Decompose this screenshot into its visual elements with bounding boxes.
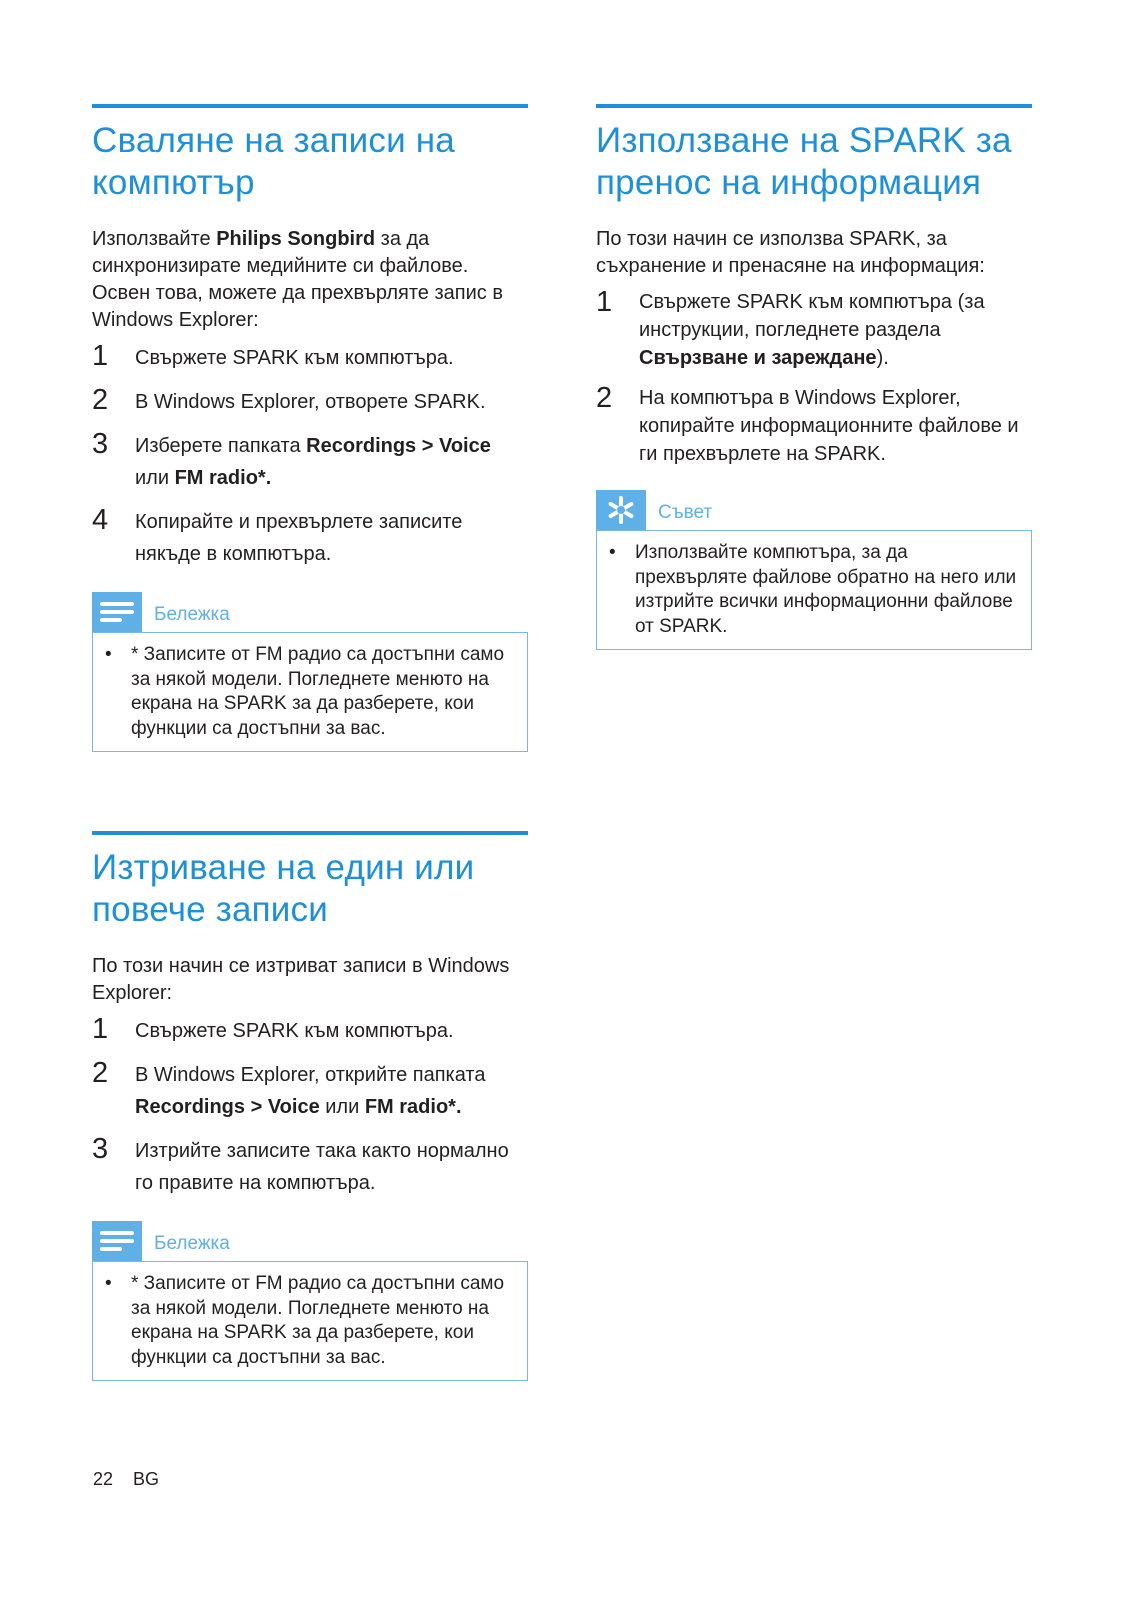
note-item: [105, 1272, 517, 1370]
step-number: 3: [92, 1133, 109, 1165]
step-text: Изтрийте записите така както нормално го правите на компютъра.: [135, 1140, 509, 1194]
section-delete-recordings: [92, 831, 528, 1381]
step-item: [596, 286, 1032, 372]
step-number: 2: [92, 384, 109, 416]
step-number: 2: [92, 1057, 109, 1089]
note-header: [92, 592, 528, 632]
step-number: 4: [92, 504, 109, 536]
step-item: [92, 1013, 528, 1047]
tip-title: Съвет: [658, 502, 713, 523]
step-text: Копирайте и прехвърлете записите някъде в компютъра.: [135, 511, 463, 565]
note-text: * Записите от FM радио са достъпни само за някой модели. Погледнете менюто на екрана на SPARK за да разберете, кои функции са достъпни за вас.: [131, 644, 505, 739]
step-item: [596, 382, 1032, 468]
note-box: [92, 1261, 528, 1381]
page-number: 22: [93, 1469, 114, 1489]
step-text: Свържете SPARK към компютъра.: [135, 347, 454, 369]
steps-list: [92, 340, 528, 570]
section-rule: [92, 104, 528, 108]
step-item: [92, 504, 528, 570]
step-item: [92, 384, 528, 418]
note-title: Бележка: [154, 604, 230, 625]
note-lines-icon: [92, 1221, 142, 1261]
section-intro: По този начин се изтриват записи в Windows Explorer:: [92, 955, 510, 1004]
note-item: [105, 643, 517, 741]
section-intro: Използвайте Philips Songbird за да синхронизирате медийните си файлове. Освен това, можете да прехвърляте запис в Windows Explorer:: [92, 228, 503, 331]
step-item: [92, 340, 528, 374]
step-item: [92, 1057, 528, 1123]
step-text: На компютъра в Windows Explorer, копирайте информационните файлове и ги прехвърлете на SPARK.: [639, 387, 1019, 465]
bullet: •: [609, 542, 616, 563]
page-footer: [93, 1469, 179, 1490]
step-text: Свържете SPARK към компютъра.: [135, 1020, 454, 1042]
note-title: Бележка: [154, 1233, 230, 1254]
step-item: [92, 428, 528, 494]
steps-list: [596, 286, 1032, 468]
section-intro: По този начин се използва SPARK, за съхранение и пренасяне на информация:: [596, 228, 985, 277]
section-download-recordings: [92, 104, 528, 752]
step-text: В Windows Explorer, открийте папката Recordings > Voice или FM radio*.: [135, 1064, 486, 1118]
step-item: [92, 1133, 528, 1199]
section-title: Сваляне на записи на компютър: [92, 121, 455, 202]
step-number: 1: [92, 1013, 109, 1045]
section-rule: [92, 831, 528, 835]
step-text: В Windows Explorer, отворете SPARK.: [135, 391, 486, 413]
section-rule: [596, 104, 1032, 108]
section-title: Използване на SPARK за пренос на информация: [596, 121, 1012, 202]
section-title: Изтриване на един или повече записи: [92, 848, 475, 929]
step-number: 1: [596, 286, 613, 318]
tip-header: [596, 490, 1032, 530]
bullet: •: [105, 644, 112, 665]
step-number: 3: [92, 428, 109, 460]
step-text: Изберете папката Recordings > Voice или FM radio*.: [135, 435, 491, 489]
step-text: Свържете SPARK към компютъра (за инструкции, погледнете раздела Свързване и зареждане).: [639, 291, 985, 369]
asterisk-icon: [596, 490, 646, 530]
language-code: BG: [133, 1469, 160, 1489]
tip-item: [609, 541, 1021, 639]
bullet: •: [105, 1273, 112, 1294]
step-number: 1: [92, 340, 109, 372]
steps-list: [92, 1013, 528, 1199]
section-data-transfer: [596, 104, 1032, 650]
tip-text: Използвайте компютъра, за да прехвърляте файлове обратно на него или изтрийте всички информационни файлове от SPARK.: [635, 542, 1017, 637]
tip-box: [596, 530, 1032, 650]
note-text: * Записите от FM радио са достъпни само за някой модели. Погледнете менюто на екрана на SPARK за да разберете, кои функции са достъпни за вас.: [131, 1273, 505, 1368]
note-header: [92, 1221, 528, 1261]
step-number: 2: [596, 382, 613, 414]
note-box: [92, 632, 528, 752]
note-lines-icon: [92, 592, 142, 632]
